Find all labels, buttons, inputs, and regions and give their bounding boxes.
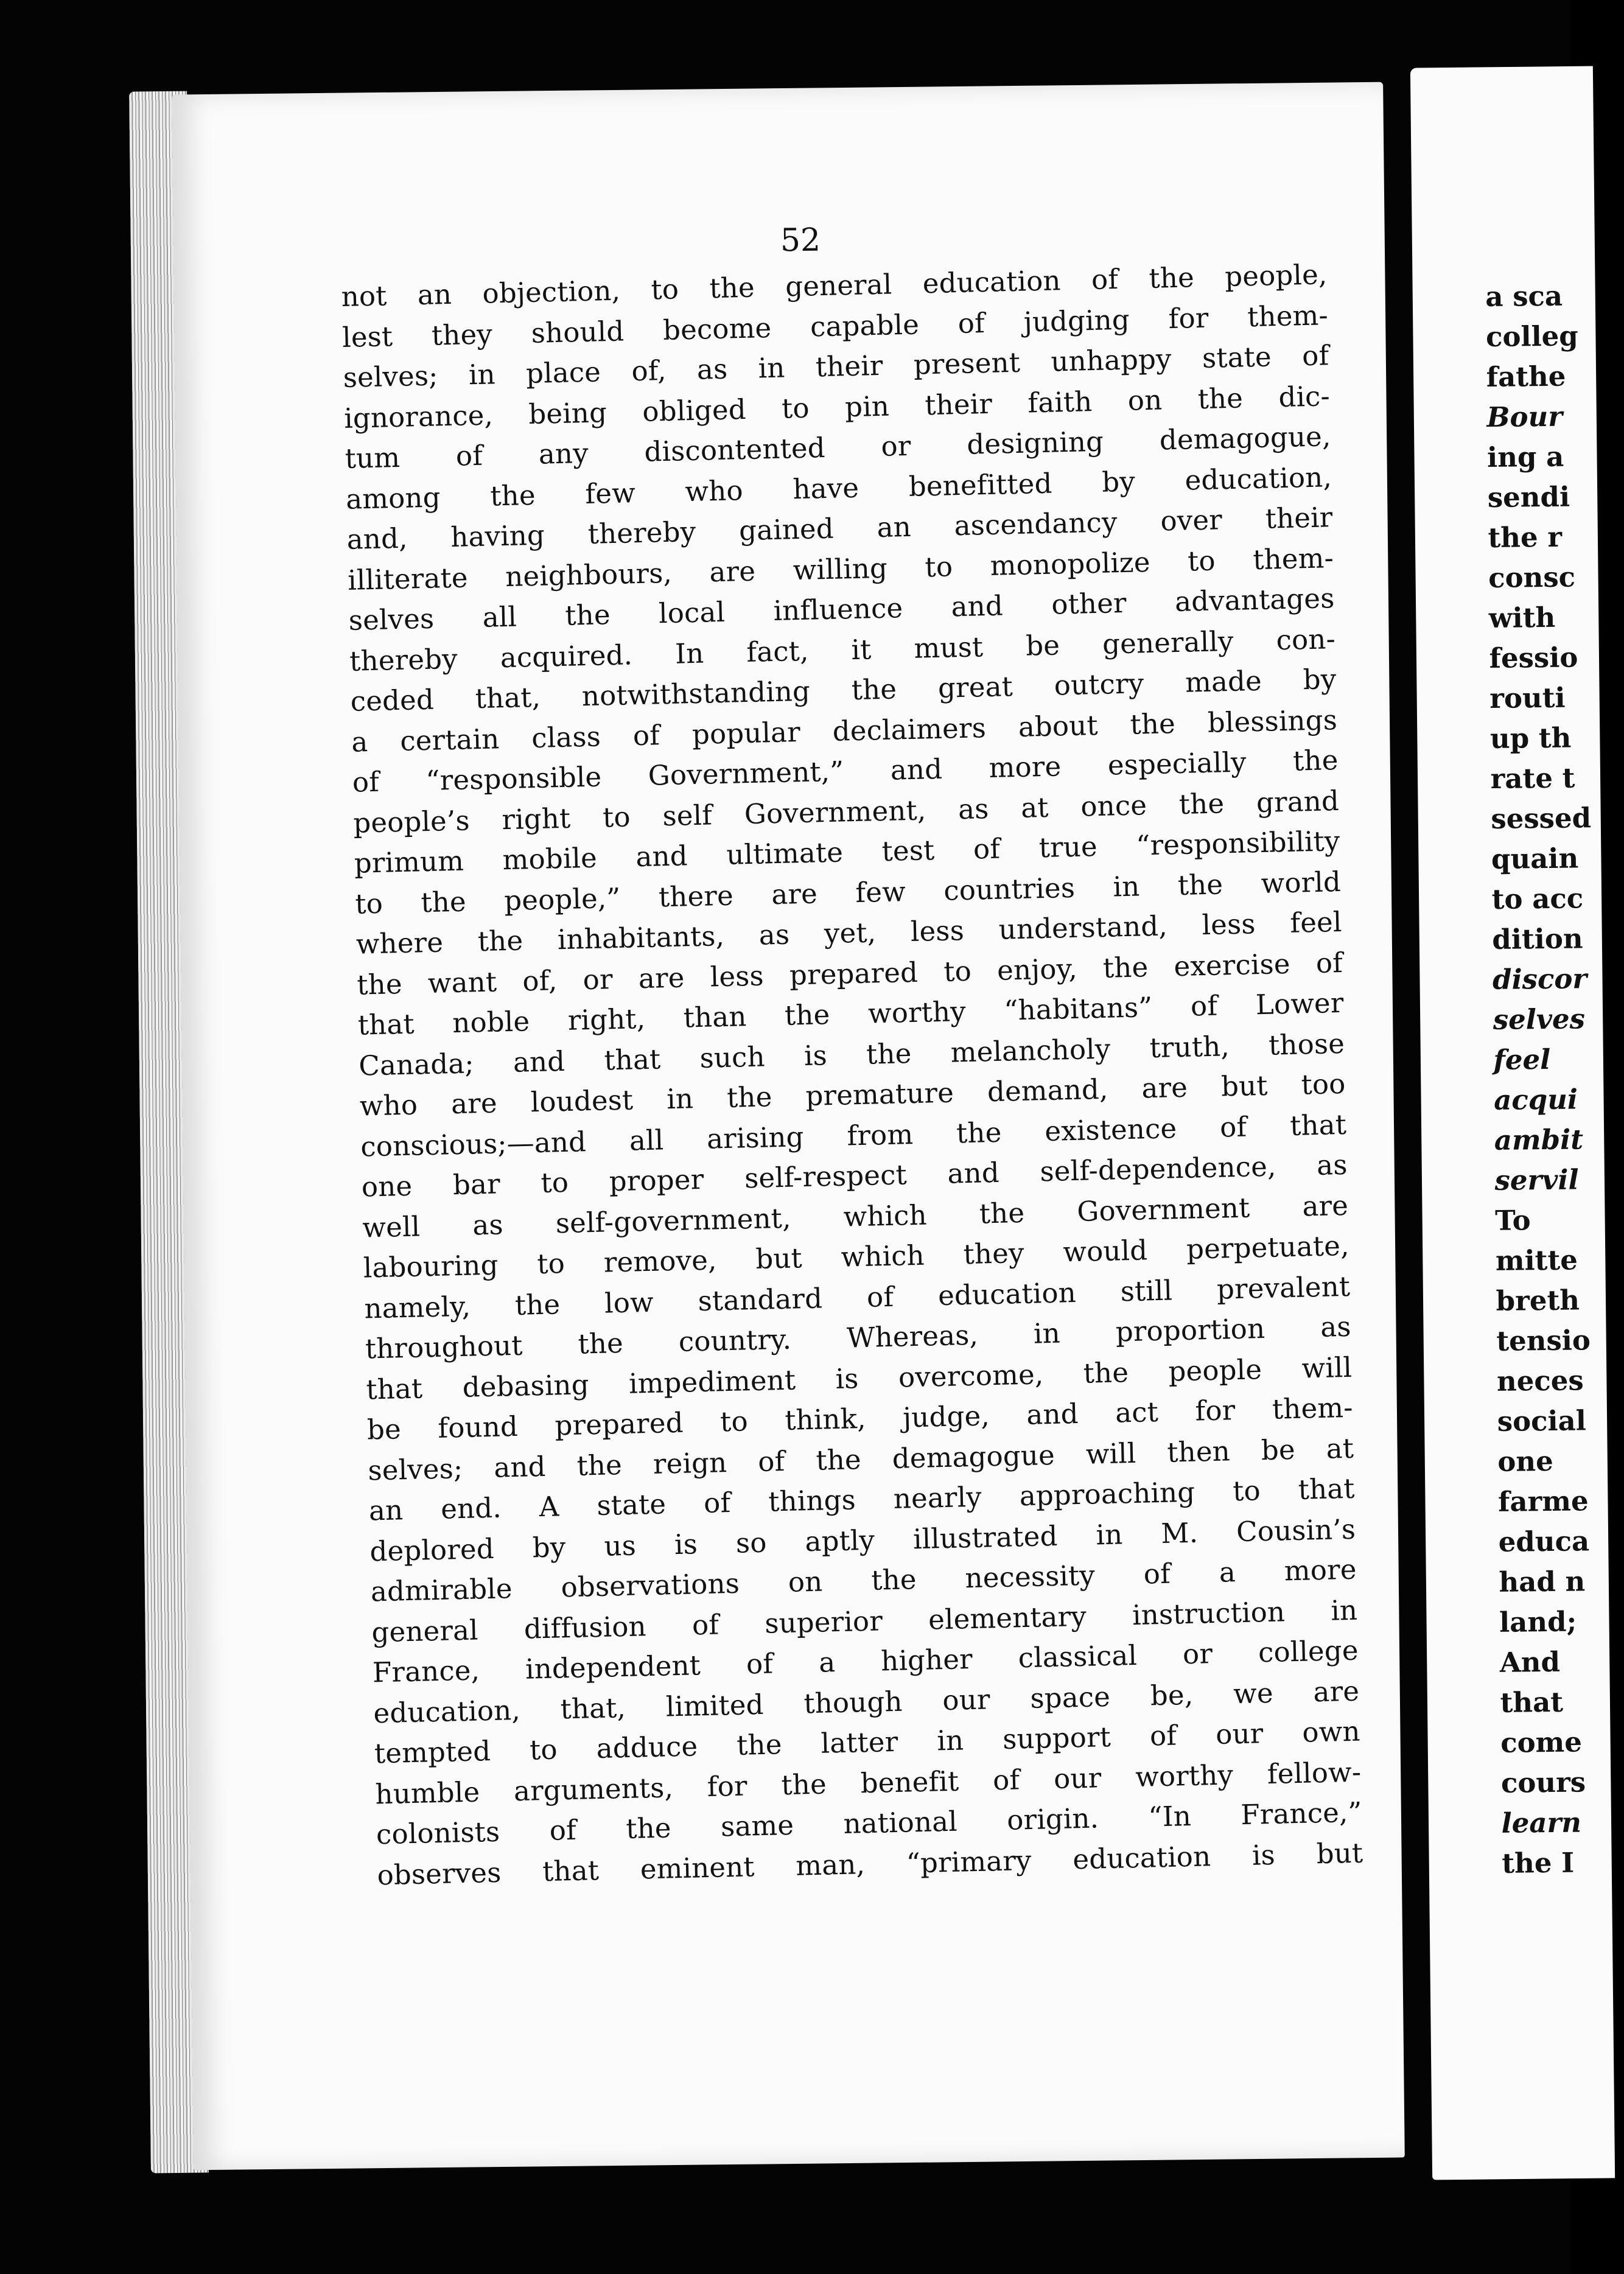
text-line: selves; and the reign of the demagogue will then be at	[367, 1432, 1354, 1486]
text-line: that noble right, than the worthy “habitans” of Lower	[357, 986, 1345, 1041]
text-line: selves; in place of, as in their present unhappy state of	[343, 339, 1329, 394]
text-line: the want of, or are less prepared to enjoy, the exercise of	[356, 946, 1343, 1001]
next-page-line: come	[1500, 1726, 1583, 1759]
next-page-line: discor	[1492, 962, 1587, 996]
text-line: namely, the low standard of education still prevalent	[363, 1270, 1351, 1325]
next-page-line: mitte	[1495, 1244, 1578, 1277]
next-page-line: the r	[1488, 520, 1563, 554]
text-line: tempted to adduce the latter in support of our own	[374, 1715, 1361, 1770]
next-page-line: a sca	[1485, 279, 1563, 313]
next-page-line: ambit	[1494, 1123, 1584, 1156]
next-page-line: farme	[1497, 1485, 1589, 1518]
next-page-line: to acc	[1491, 882, 1584, 915]
next-page-line: ing a	[1486, 440, 1564, 474]
text-line: ceded that, notwithstanding the great outcry made by	[350, 663, 1337, 718]
text-line: Canada; and that such is the melancholy truth, those	[358, 1027, 1345, 1082]
text-line: of “responsible Government,” and more especially the	[352, 744, 1339, 799]
text-line: lest they should become capable of judging for them-	[341, 298, 1329, 354]
next-page-line: And	[1499, 1645, 1561, 1679]
next-page-line: colleg	[1485, 320, 1579, 353]
next-page-line: rate t	[1490, 761, 1575, 795]
text-line: that debasing impediment is overcome, the people will	[365, 1351, 1353, 1406]
text-line: conscious;—and all arising from the existence of that	[360, 1108, 1347, 1163]
text-line: throughout the country. Whereas, in proportion as	[365, 1310, 1352, 1365]
text-line: people’s right to self Government, as at once the grand	[352, 784, 1340, 839]
next-page-line: acqui	[1493, 1083, 1578, 1116]
next-page-line: routi	[1489, 681, 1566, 715]
next-page-line: with	[1488, 601, 1556, 634]
text-line: admirable observations on the necessity of a more	[370, 1553, 1357, 1608]
next-page-line: fathe	[1486, 360, 1566, 393]
text-line: education, that, limited though our space be, we are	[373, 1674, 1360, 1729]
next-page-line: dition	[1492, 922, 1583, 956]
next-page-line: land;	[1499, 1605, 1577, 1639]
text-line: to the people,” there are few countries in the world	[354, 865, 1342, 920]
text-line: well as self-government, which the Government are	[362, 1189, 1349, 1244]
page-number: 52	[780, 222, 821, 259]
next-page-line: breth	[1496, 1284, 1580, 1317]
text-line: thereby acquired. In fact, it must be generally con-	[349, 622, 1336, 677]
next-page-line: cours	[1500, 1766, 1586, 1799]
next-page-line: quain	[1491, 842, 1579, 875]
next-page-line: tensio	[1496, 1324, 1591, 1357]
text-line: tum of any discontented or designing demagogue,	[345, 420, 1331, 475]
next-page-line: consc	[1488, 561, 1576, 594]
next-page-line: educa	[1498, 1525, 1590, 1558]
text-line: where the inhabitants, as yet, less understand, less feel	[355, 905, 1343, 960]
text-line: France, independent of a higher classical or college	[372, 1634, 1359, 1689]
next-page-line: the I	[1502, 1846, 1575, 1880]
text-line: not an objection, to the general education of the people,	[341, 258, 1328, 313]
next-page-line: sessed	[1491, 802, 1592, 835]
next-page-line: To	[1494, 1204, 1531, 1237]
text-line: one bar to proper self-respect and self-dependence, as	[361, 1148, 1348, 1203]
text-line: who are loudest in the premature demand, are but too	[359, 1067, 1346, 1122]
next-page-line: servil	[1494, 1163, 1579, 1197]
text-line: be found prepared to think, judge, and act for them-	[366, 1391, 1354, 1446]
text-line: general diffusion of superior elementary instruction in	[371, 1594, 1358, 1648]
text-line: colonists of the same national origin. “In France,”	[376, 1796, 1363, 1851]
text-line: observes that eminent man, “primary education is but	[376, 1836, 1363, 1891]
next-page-line: feel	[1493, 1043, 1551, 1076]
text-line: humble arguments, for the benefit of our worthy fellow-	[374, 1755, 1362, 1810]
next-page-line: up th	[1489, 721, 1572, 755]
next-page-line: neces	[1496, 1364, 1584, 1398]
text-line: and, having thereby gained an ascendancy over their	[346, 501, 1333, 556]
text-line: primum mobile and ultimate test of true “responsibility	[354, 825, 1341, 880]
next-page-line: one	[1497, 1444, 1554, 1478]
text-line: selves all the local influence and other advantages	[348, 582, 1335, 637]
text-line: labouring to remove, but which they would perpetuate,	[363, 1229, 1350, 1284]
next-page-line: selves	[1493, 1002, 1586, 1036]
text-line: a certain class of popular declaimers about the blessings	[351, 703, 1338, 758]
next-page-line: that	[1500, 1685, 1564, 1719]
page-body-text	[341, 254, 1363, 1895]
next-page-line: had n	[1499, 1565, 1586, 1598]
next-page-line: learn	[1501, 1806, 1582, 1839]
next-page-line: social	[1497, 1404, 1587, 1438]
next-page-line: Bour	[1486, 400, 1563, 433]
text-line: among the few who have benefitted by education,	[345, 460, 1332, 516]
text-line: illiterate neighbours, are willing to monopolize to them-	[347, 541, 1334, 596]
text-line: ignorance, being obliged to pin their faith on the dic-	[343, 379, 1331, 435]
next-page-text-fragment	[1485, 276, 1624, 1884]
text-line: deplored by us is so aptly illustrated in M. Cousin’s	[369, 1513, 1356, 1567]
next-page-line: sendi	[1487, 480, 1570, 514]
next-page-line: fessio	[1489, 641, 1578, 674]
text-line: an end. A state of things nearly approaching to that	[368, 1472, 1356, 1527]
